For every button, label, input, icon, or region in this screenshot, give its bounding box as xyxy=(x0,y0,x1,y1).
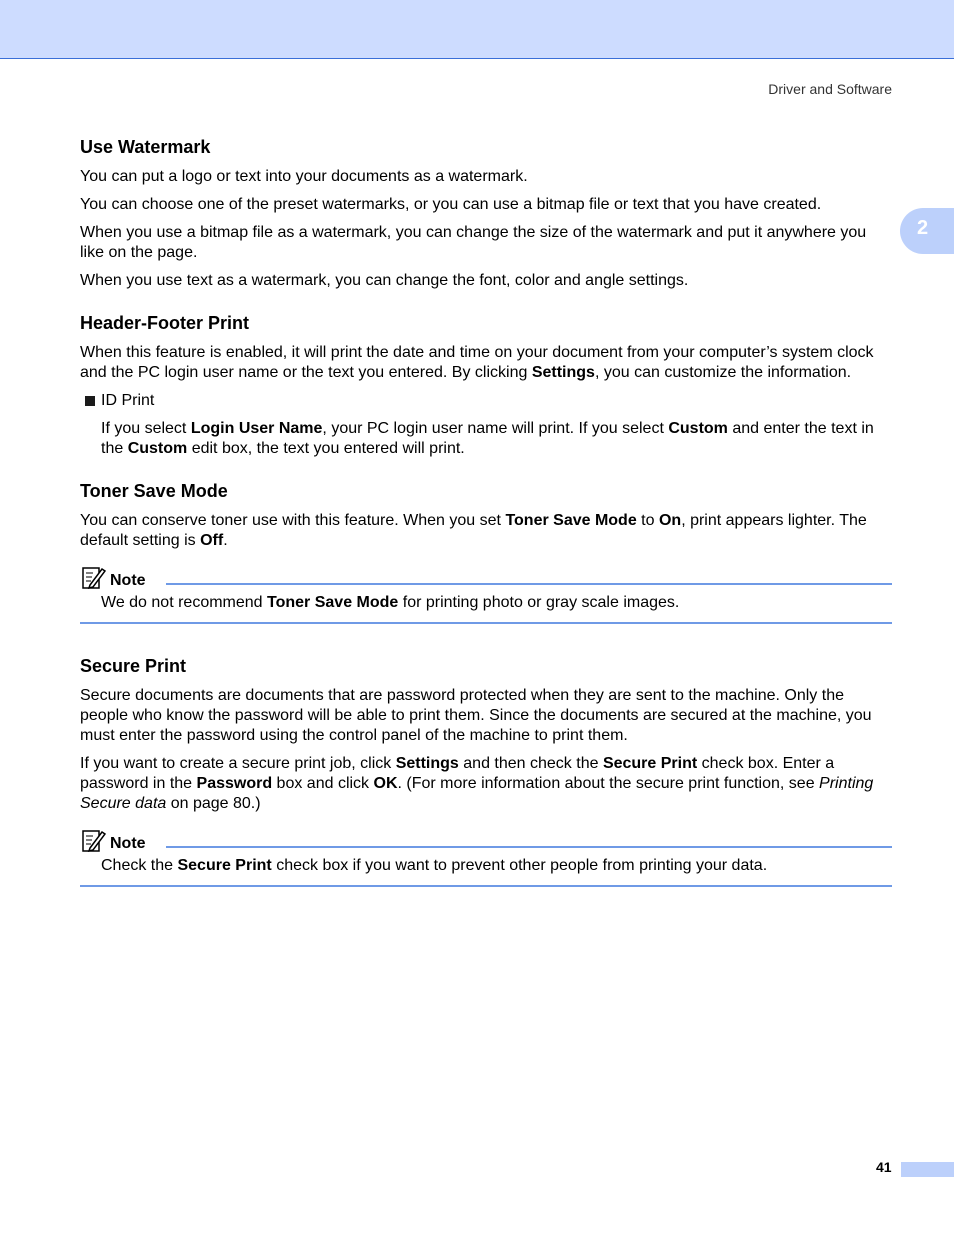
paragraph: When you use a bitmap file as a watermark, you can change the size of the watermark and put it anywhere you like on the page. xyxy=(80,224,867,261)
list-item-id-print: ID Print xyxy=(80,391,892,411)
section-secure-print xyxy=(80,655,892,887)
paragraph: When you use text as a watermark, you can change the font, color and angle settings. xyxy=(80,272,689,289)
note-pencil-icon xyxy=(80,828,106,854)
page-number: 41 xyxy=(876,1159,892,1175)
paragraph: When this feature is enabled, it will print the date and time on your document from your computer’s system clock and the PC login user name or the text you entered. By clicking Settings, you can customize the information. xyxy=(80,344,874,381)
section-heading: Header-Footer Print xyxy=(80,313,250,333)
section-use-watermark xyxy=(80,136,892,291)
paragraph: Secure documents are documents that are password protected when they are sent to the machine. Only the people who know the password will be able to print them. Since the documents are secured at the machine, you must enter the password using the control panel of the machine to print them. xyxy=(80,687,872,744)
note-divider xyxy=(166,846,892,848)
paragraph: If you select Login User Name, your PC login user name will print. If you select Custom and enter the text in the Custom edit box, the text you entered will print. xyxy=(101,420,874,457)
note-pencil-icon xyxy=(80,565,106,591)
section-heading: Use Watermark xyxy=(80,137,211,157)
cross-reference-link[interactable]: Printing Secure data xyxy=(80,775,874,812)
page-number-bar xyxy=(901,1162,954,1177)
note-box xyxy=(80,565,892,624)
paragraph: If you want to create a secure print job, click Settings and then check the Secure Print check box. Enter a password in the Password box and click OK. (For more information about the secure print function, see Printing Secure data on page 80.) xyxy=(80,755,874,812)
bullet-square-icon xyxy=(85,396,95,406)
section-toner-save-mode xyxy=(80,480,892,624)
note-divider xyxy=(166,583,892,585)
paragraph: You can put a logo or text into your documents as a watermark. xyxy=(80,168,528,185)
paragraph: You can choose one of the preset watermarks, or you can use a bitmap file or text that you have created. xyxy=(80,196,822,213)
note-text: Check the Secure Print check box if you want to prevent other people from printing your data. xyxy=(80,856,892,887)
page-content xyxy=(80,136,892,918)
paragraph: You can conserve toner use with this feature. When you set Toner Save Mode to On, print appears lighter. The default setting is Off. xyxy=(80,512,867,549)
note-text: We do not recommend Toner Save Mode for printing photo or gray scale images. xyxy=(80,593,892,624)
running-header-title: Driver and Software xyxy=(768,81,892,97)
top-header-band xyxy=(0,0,954,59)
chapter-number: 2 xyxy=(917,217,929,239)
note-box xyxy=(80,828,892,887)
section-header-footer-print xyxy=(80,312,892,459)
section-heading: Secure Print xyxy=(80,656,187,676)
chapter-tab xyxy=(900,208,954,254)
section-heading: Toner Save Mode xyxy=(80,481,228,501)
note-label: Note xyxy=(110,835,146,852)
note-label: Note xyxy=(110,572,146,589)
